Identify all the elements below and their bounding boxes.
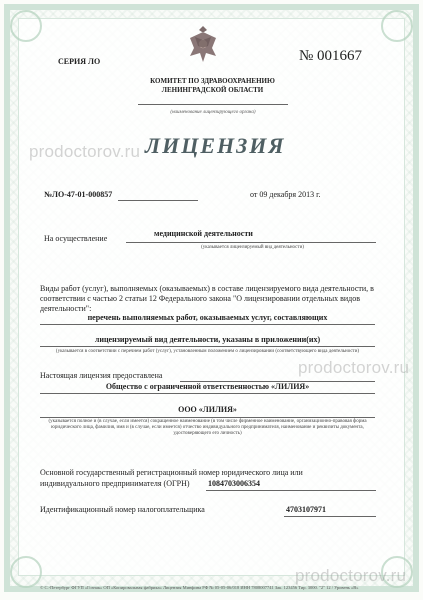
inn-label: Идентификационный номер налогоплательщика	[40, 505, 205, 514]
ogrn-label-line1: Основной государственный регистрационный номер юридического лица или	[40, 468, 303, 477]
ogrn-line	[206, 490, 376, 491]
issuing-authority: КОМИТЕТ ПО ЗДРАВООХРАНЕНИЮ ЛЕНИНГРАДСКОЙ ОБЛАСТИ	[150, 77, 275, 94]
activity-label: На осуществление	[44, 234, 108, 243]
authority-line	[138, 104, 288, 105]
activity-line	[126, 242, 376, 243]
holder-short-line	[40, 417, 375, 418]
date-year: 2013	[298, 190, 315, 199]
certificate-number: № 001667	[299, 48, 363, 64]
frame-corner	[10, 10, 42, 42]
inn-line	[284, 516, 376, 517]
watermark: prodoctorov.ru	[29, 142, 141, 161]
date-prefix: от	[250, 190, 258, 199]
authority-note: (наименование лицензирующего органа)	[170, 110, 256, 115]
works-line-2	[40, 346, 375, 347]
ogrn-value: 1084703006354	[208, 479, 260, 488]
inn-value: 4703107971	[286, 505, 326, 514]
ogrn-label-line2: индивидуального предпринимателя (ОГРН)	[40, 479, 190, 488]
holder-label: Настоящая лицензия предоставлена	[40, 371, 163, 380]
activity-value: медицинской деятельности	[154, 229, 253, 238]
holder-short-name: ООО «ЛИЛИЯ»	[178, 405, 237, 414]
series-label: СЕРИЯ ЛО	[58, 57, 101, 66]
works-line-1	[40, 324, 375, 325]
holder-full-name: Общество с ограниченной ответственностью «ЛИЛИЯ»	[105, 382, 310, 391]
license-number-line	[118, 200, 198, 201]
printer-footer: © С.-Петербург ФГУП «Гознак» ОП «Копировальная фабрика» Лицензия Минфина РФ № 05-05-06/018 ИНН 7808007741 Зак. 123456 Тир. 3000. "2" 12 / Уровень «В»	[40, 585, 359, 590]
date-day: 09	[259, 190, 268, 199]
watermark: prodoctorov.ru	[295, 566, 407, 585]
works-value-line1: перечень выполняемых работ, оказываемых услуг, составляющих	[87, 313, 328, 322]
coat-of-arms-icon	[182, 22, 224, 68]
issue-date	[250, 190, 320, 199]
holder-full-line	[40, 393, 375, 394]
frame-corner	[10, 556, 42, 588]
works-intro: Виды работ (услуг), выполняемых (оказываемых) в составе лицензируемого вида деятельности, в соответствии с частью 2 статьи 12 Федерального закона "О лицензировании отдельных видов деятельности":	[40, 284, 374, 313]
date-month: декабря	[269, 190, 297, 199]
document-title: ЛИЦЕНЗИЯ	[145, 133, 286, 158]
works-value-line2: лицензируемый вид деятельности, указаны в приложении(их)	[94, 335, 321, 344]
holder-note: (указывается полное и (в случае, если имеется) сокращенное наименование (в том числе фирменное наименование, организационно-правовая форма юридического лица, фамилия, имя и (в случае, если имеется) отчество индивидуального предпринимателя, наименование и реквизиты документа, удостоверяющего его личность)	[48, 419, 367, 436]
license-number: №ЛО-47-01-000857	[44, 190, 113, 199]
works-note: (указывается в соответствии с перечнем работ (услуг), установленным положением о лицензировании (соответствующего вида деятельности)	[55, 349, 360, 354]
watermark: prodoctorov.ru	[298, 358, 410, 377]
activity-note: (указывается лицензируемый вид деятельности)	[201, 245, 304, 250]
frame-corner	[381, 10, 413, 42]
date-suffix: г.	[316, 190, 321, 199]
